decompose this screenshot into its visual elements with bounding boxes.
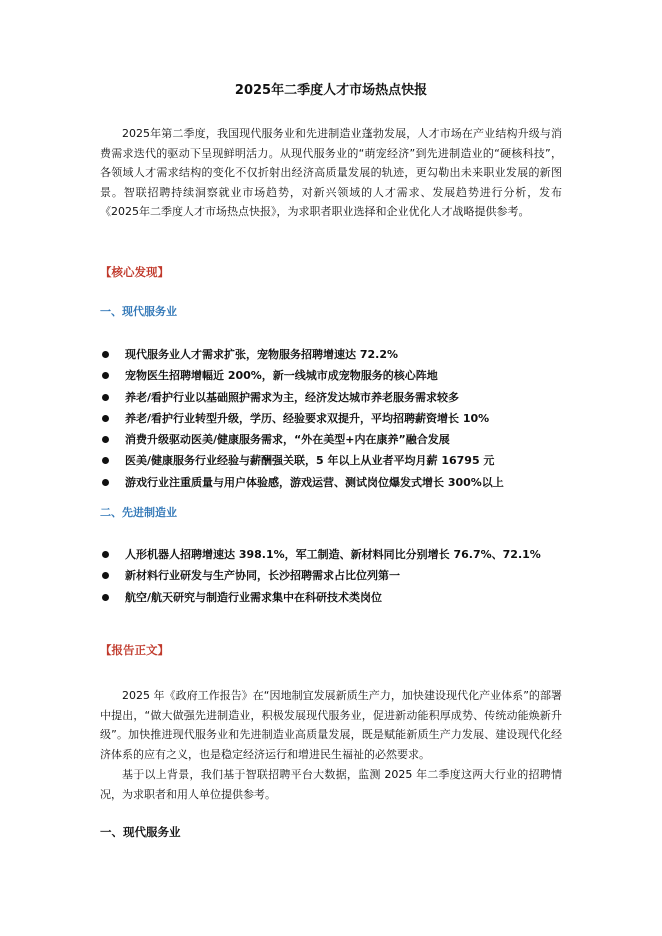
bullet-text: 消费升级驱动医美/健康服务需求，“外在美型+内在康养”融合发展 <box>125 433 450 447</box>
list-item <box>100 587 570 608</box>
bullet-icon <box>102 415 109 422</box>
bullet-text: 新材料行业研发与生产协同，长沙招聘需求占比位列第一 <box>125 569 400 583</box>
core-findings-heading: 【核心发现】 <box>100 265 169 279</box>
bullet-icon <box>102 372 109 379</box>
bullet-text: 养老/看护行业以基础照护需求为主，经济发达城市养老服务需求较多 <box>125 390 460 404</box>
bullet-text: 人形机器人招聘增速达 398.1%，军工制造、新材料同比分别增长 76.7%、72.1% <box>125 548 541 561</box>
list-item <box>100 544 570 565</box>
bullet-icon <box>102 351 109 358</box>
list-item <box>100 387 570 408</box>
list-item <box>100 565 570 586</box>
list-item <box>100 344 570 365</box>
section2-heading: 二、先进制造业 <box>100 506 177 519</box>
bullet-icon <box>102 479 109 486</box>
section1-heading: 一、现代服务业 <box>100 305 177 318</box>
bullet-icon <box>102 594 109 601</box>
list-item <box>100 408 570 429</box>
body-section1-heading: 一、现代服务业 <box>100 825 181 839</box>
bullet-icon <box>102 572 109 579</box>
bullet-icon <box>102 551 109 558</box>
bullet-text: 养老/看护行业转型升级，学历、经验要求双提升，平均招聘薪资增长 10% <box>125 411 490 425</box>
list-item <box>100 429 570 450</box>
body-paragraph-1: 2025 年《政府工作报告》在“因地制宜发展新质生产力，加快建设现代化产业体系”的部署中提出，“做大做强先进制造业，积极发展现代服务业，促进新动能积厚成势、传统动能焕新升级”。加快推进现代服务业和先进制造业高质量发展，既是赋能新质生产力发展、建设现代化经济体系的应有之义，也是稳定经济运行和增进民生福祉的必然要求。 <box>100 689 562 761</box>
intro-paragraph: 2025年第二季度，我国现代服务业和先进制造业蓬勃发展，人才市场在产业结构升级与消费需求迭代的驱动下呈现鲜明活力。从现代服务业的“萌宠经济”到先进制造业的“硬核科技”，各领域人才需求结构的变化不仅折射出经济高质量发展的轨迹，更勾勒出未来职业发展的新图景。智联招聘持续洞察就业市场趋势，对新兴领域的人才需求、发展趋势进行分析，发布《2025年二季度人才市场热点快报》，为求职者职业选择和企业优化人才战略提供参考。 <box>100 127 562 219</box>
bullet-icon <box>102 457 109 464</box>
report-body-heading: 【报告正文】 <box>100 643 169 657</box>
section2-bullet-list <box>100 544 570 608</box>
body-paragraph-2: 基于以上背景，我们基于智联招聘平台大数据，监测 2025 年二季度这两大行业的招聘情况，为求职者和用人单位提供参考。 <box>100 768 562 801</box>
bullet-icon <box>102 436 109 443</box>
list-item <box>100 450 570 471</box>
bullet-text: 宠物医生招聘增幅近 200%，新一线城市成宠物服务的核心阵地 <box>125 369 438 383</box>
bullet-text: 游戏行业注重质量与用户体验感，游戏运营、测试岗位爆发式增长 300%以上 <box>125 475 504 489</box>
bullet-text: 现代服务业人才需求扩张，宠物服务招聘增速达 72.2% <box>125 348 398 361</box>
section1-bullet-list <box>100 344 570 493</box>
document-title: 2025年二季度人才市场热点快报 <box>234 83 428 98</box>
bullet-text: 医美/健康服务行业经验与薪酬强关联，5 年以上从业者平均月薪 16795 元 <box>125 454 495 468</box>
list-item <box>100 472 570 493</box>
bullet-icon <box>102 394 109 401</box>
list-item <box>100 365 570 386</box>
bullet-text: 航空/航天研究与制造行业需求集中在科研技术类岗位 <box>125 590 383 604</box>
